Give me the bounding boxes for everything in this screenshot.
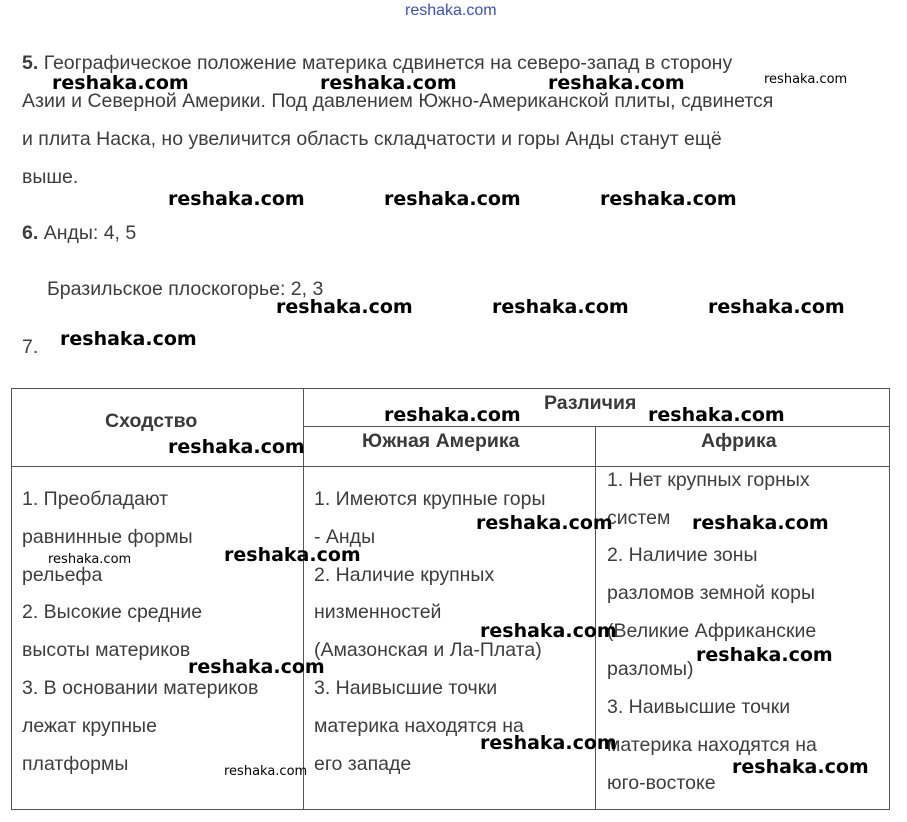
africa-line: (Великие Африканские <box>607 620 817 642</box>
africa-line: разломы) <box>607 658 694 680</box>
watermark: reshaka.com <box>224 544 361 566</box>
watermark: reshaka.com <box>648 404 785 426</box>
answer-5-line-4: выше. <box>22 166 79 188</box>
similarity-line: 1. Преобладают <box>22 488 169 510</box>
watermark: reshaka.com <box>732 756 869 778</box>
watermark: reshaka.com <box>168 436 305 458</box>
africa-line: разломов земной коры <box>607 582 816 604</box>
africa-line: 1. Нет крупных горных <box>607 469 810 491</box>
answer-5-line-2: Азии и Северной Америки. Под давлением Южно-Американской плиты, сдвинется <box>22 90 774 112</box>
watermark: reshaka.com <box>60 328 197 350</box>
watermark: reshaka.com <box>384 404 521 426</box>
south-america-line: - Анды <box>314 526 376 548</box>
answer-5-number: 5. <box>22 52 39 74</box>
watermark: reshaka.com <box>696 644 833 666</box>
south-america-line: материка находятся на <box>314 715 524 737</box>
watermark: reshaka.com <box>480 620 617 642</box>
africa-line: систем <box>607 507 671 529</box>
answer-5-text-1: Географическое положение материка сдвинется на северо-запад в сторону <box>43 52 733 74</box>
watermark: reshaka.com <box>764 72 848 87</box>
south-america-line: 3. Наивысшие точки <box>314 677 498 699</box>
watermark: reshaka.com <box>320 72 457 94</box>
watermark: reshaka.com <box>168 188 305 210</box>
similarity-line: 3. В основании материков <box>22 677 259 699</box>
answer-6-number: 6. <box>22 222 39 244</box>
answer-6-line-1 <box>22 222 136 245</box>
africa-line: 2. Наличие зоны <box>607 544 758 566</box>
watermark: reshaka.com <box>480 732 617 754</box>
site-header-label[interactable]: reshaka.com <box>405 2 497 19</box>
watermark: reshaka.com <box>708 296 845 318</box>
watermark: reshaka.com <box>224 764 308 779</box>
africa-line: юго-востоке <box>607 772 716 794</box>
africa-line: 3. Наивысшие точки <box>607 696 791 718</box>
watermark: reshaka.com <box>384 188 521 210</box>
watermark: reshaka.com <box>52 72 189 94</box>
header-africa: Африка <box>701 430 777 452</box>
header-differences: Различия <box>544 392 637 414</box>
watermark: reshaka.com <box>692 512 829 534</box>
watermark: reshaka.com <box>48 552 132 567</box>
south-america-line: (Амазонская и Ла-Плата) <box>314 639 542 661</box>
answer-7-number: 7. <box>22 336 39 358</box>
header-similarity: Сходство <box>105 410 198 432</box>
south-america-line: его западе <box>314 753 412 775</box>
answer-5-line-3: и плита Наска, но увеличится область складчатости и горы Анды станут ещё <box>22 128 722 150</box>
answer-6-brazil: Бразильское плоскогорье: 2, 3 <box>47 278 324 300</box>
watermark: reshaka.com <box>276 296 413 318</box>
watermark: reshaka.com <box>188 656 325 678</box>
answer-6-andes: Анды: 4, 5 <box>43 222 137 244</box>
watermark: reshaka.com <box>476 512 613 534</box>
watermark: reshaka.com <box>548 72 685 94</box>
watermark: reshaka.com <box>600 188 737 210</box>
south-america-line: низменностей <box>314 601 442 623</box>
similarity-line: высоты материков <box>22 639 191 661</box>
watermark: reshaka.com <box>492 296 629 318</box>
south-america-line: 1. Имеются крупные горы <box>314 488 546 510</box>
south-america-line: 2. Наличие крупных <box>314 564 495 586</box>
similarity-line: платформы <box>22 753 129 775</box>
similarity-line: 2. Высокие средние <box>22 601 203 623</box>
africa-line: материка находятся на <box>607 734 817 756</box>
similarity-line: равнинные формы <box>22 526 193 548</box>
header-south-america: Южная Америка <box>362 430 520 452</box>
similarity-line: лежат крупные <box>22 715 157 737</box>
similarity-line: рельефа <box>22 564 103 586</box>
